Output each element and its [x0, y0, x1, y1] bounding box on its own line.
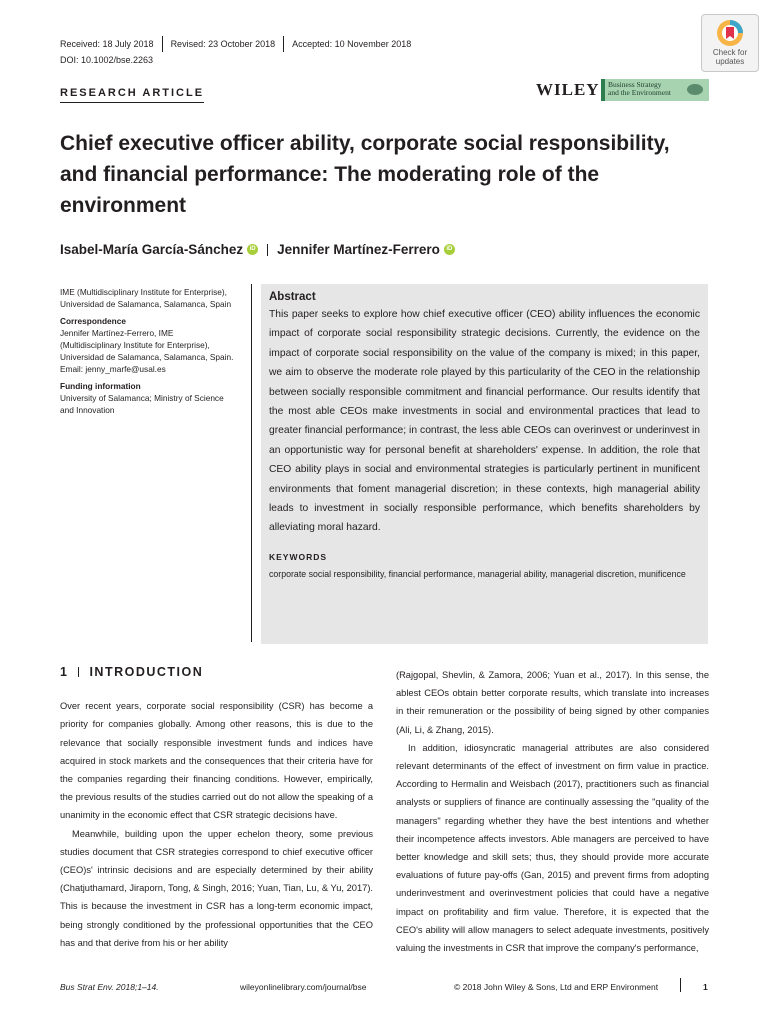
abstract-box [261, 284, 708, 644]
correspondence-heading: Correspondence [60, 316, 126, 326]
divider [267, 244, 268, 256]
paragraph: Meanwhile, building upon the upper echelon theory, some previous studies document that CSR strategies correspond to chief executive officer (CEO)s' intrinsic decisions and are especially determined by their ability (Chatjuthamard, Jiraporn, Tong, & Singh, 2016; Yuan, Tian, Lu, & Yu, 2017). This is because the investment in CSR has a long-term economic impact, being strongly conditioned by the professional opportunities that the CEO has and that derive from his or her ability [60, 828, 373, 948]
doi-link[interactable]: DOI: 10.1002/bse.2263 [60, 55, 154, 65]
section-number: 1 [60, 665, 69, 679]
correspondence-email[interactable]: Email: jenny_marfe@usal.es [60, 364, 166, 374]
body-column-left [60, 663, 373, 952]
funding-line: University of Salamanca; Ministry of Science [60, 393, 224, 403]
divider [680, 978, 681, 992]
author-name[interactable]: Isabel-María García-Sánchez [60, 242, 244, 257]
keywords-list: corporate social responsibility, financial performance, managerial ability, managerial discretion, munificence [269, 568, 686, 579]
journal-logo-line-1: Business Strategy [608, 80, 662, 89]
revised-date: Revised: 23 October 2018 [170, 39, 276, 49]
article-type-label: RESEARCH ARTICLE [60, 87, 204, 103]
page-number: 1 [703, 982, 708, 992]
check-for-updates-button[interactable] [701, 14, 759, 72]
correspondence-line: Universidad de Salamanca, Salamanca, Spain. [60, 352, 234, 362]
funding-line: and Innovation [60, 405, 115, 415]
orcid-icon[interactable]: iD [444, 244, 455, 255]
divider [283, 36, 284, 52]
check-updates-label-2: updates [715, 57, 745, 66]
journal-url[interactable]: wileyonlinelibrary.com/journal/bse [240, 982, 367, 992]
check-updates-label-1: Check for [712, 48, 748, 57]
journal-logo [601, 79, 709, 101]
divider [162, 36, 163, 52]
keywords-heading: KEYWORDS [269, 551, 328, 562]
body-column-right [396, 666, 709, 957]
affiliation-line: Universidad de Salamanca, Salamanca, Spain [60, 299, 232, 309]
author-name[interactable]: Jennifer Martínez-Ferrero [277, 242, 440, 257]
abstract-heading: Abstract [269, 291, 316, 303]
correspondence-line: (Multidisciplinary Institute for Enterprise), [60, 340, 210, 350]
copyright-notice: © 2018 John Wiley & Sons, Ltd and ERP Environment [454, 982, 659, 992]
paragraph: (Rajgopal, Shevlin, & Zamora, 2006; Yuan et al., 2017). In this sense, the ablest CEOs obtain better corporate results, which translate into increases in their remuneration or the possibility of being signed by other companies (Ali, Li, & Zhang, 2015). [396, 670, 709, 735]
affiliation-line: IME (Multidisciplinary Institute for Enterprise), [60, 287, 227, 297]
sidebar-divider [251, 284, 252, 642]
correspondence-line: Jennifer Martínez-Ferrero, IME [60, 328, 174, 338]
paragraph: Over recent years, corporate social responsibility (CSR) has become a priority for companies globally. Among other reasons, this is due to the relevance that socially responsible investment funds and indices have acquired in stock markets and the consequences that their criteria have for the companies regarding their financing conditions. However, empirically, the previous results of the studies carried out do not allow the speaking of a unanimity in the economic effect that CSR strategic decisions have. [60, 701, 373, 821]
journal-citation: Bus Strat Env. 2018;1–14. [60, 982, 159, 992]
article-history [60, 36, 411, 52]
author-list [60, 242, 455, 257]
section-heading [60, 663, 373, 681]
publisher-logo: WILEY [536, 80, 600, 99]
divider [78, 667, 79, 677]
abstract-text: This paper seeks to explore how chief executive officer (CEO) ability influences the economic impact of corporate social responsibility strategic decisions. Currently, the evidence on the impact of corporate social responsibility on the value of the company is mixed; in this paper, we aim to observe the moderate role played by this particularity of the CEO in the relationship between socially responsible commitment and financial performance. Our results identify that the most able CEOs make investments in social and environmental practices that lead to greater financial performance; in contrast, the less able CEOs can overinvest or underinvest in an opportunistic way for personal benefit at shareholders' expense. In addition, the role that CEO ability plays in social and environmental strategies is particularly pertinent in munificent environments that foment managerial discretion; in these contexts, high managerial ability leads to investment in socially responsible performance, which benefits shareholders by alleviating moral hazard. [269, 309, 700, 534]
orcid-icon[interactable]: iD [247, 244, 258, 255]
affiliation-sidebar [60, 286, 250, 416]
section-title: INTRODUCTION [89, 665, 204, 679]
journal-emblem-icon [687, 84, 703, 95]
crossmark-icon [716, 19, 744, 47]
journal-logo-line-2: and the Environment [608, 88, 671, 97]
accepted-date: Accepted: 10 November 2018 [292, 39, 412, 49]
funding-heading: Funding information [60, 381, 141, 391]
article-title: Chief executive officer ability, corporate social responsibility, and financial performance: The moderating role of the environment [60, 132, 670, 217]
received-date: Received: 18 July 2018 [60, 39, 154, 49]
paragraph: In addition, idiosyncratic managerial attributes are also considered relevant determinants of the effect of investment on firm value in practice. According to Hermalin and Weisbach (2017), practitioners such as financial analysts or suppliers of finance are continually assessing the "quality of the managers" regarding whether they have the best intentions and whether their incompetence affects investors. Able managers are perceived to have better knowledge and skill sets; thus, they should provide more accurate evaluations of future pay-offs (Gan, 2015) and prevent firms from adopting underinvestment and overinvestment policies that could have a negative impact on profitability and firm value. Therefore, it is expected that the CEO's ability will allow managers to select adequate investments, positively valuing the investments in CSR that improve the company's performance, [396, 742, 709, 954]
